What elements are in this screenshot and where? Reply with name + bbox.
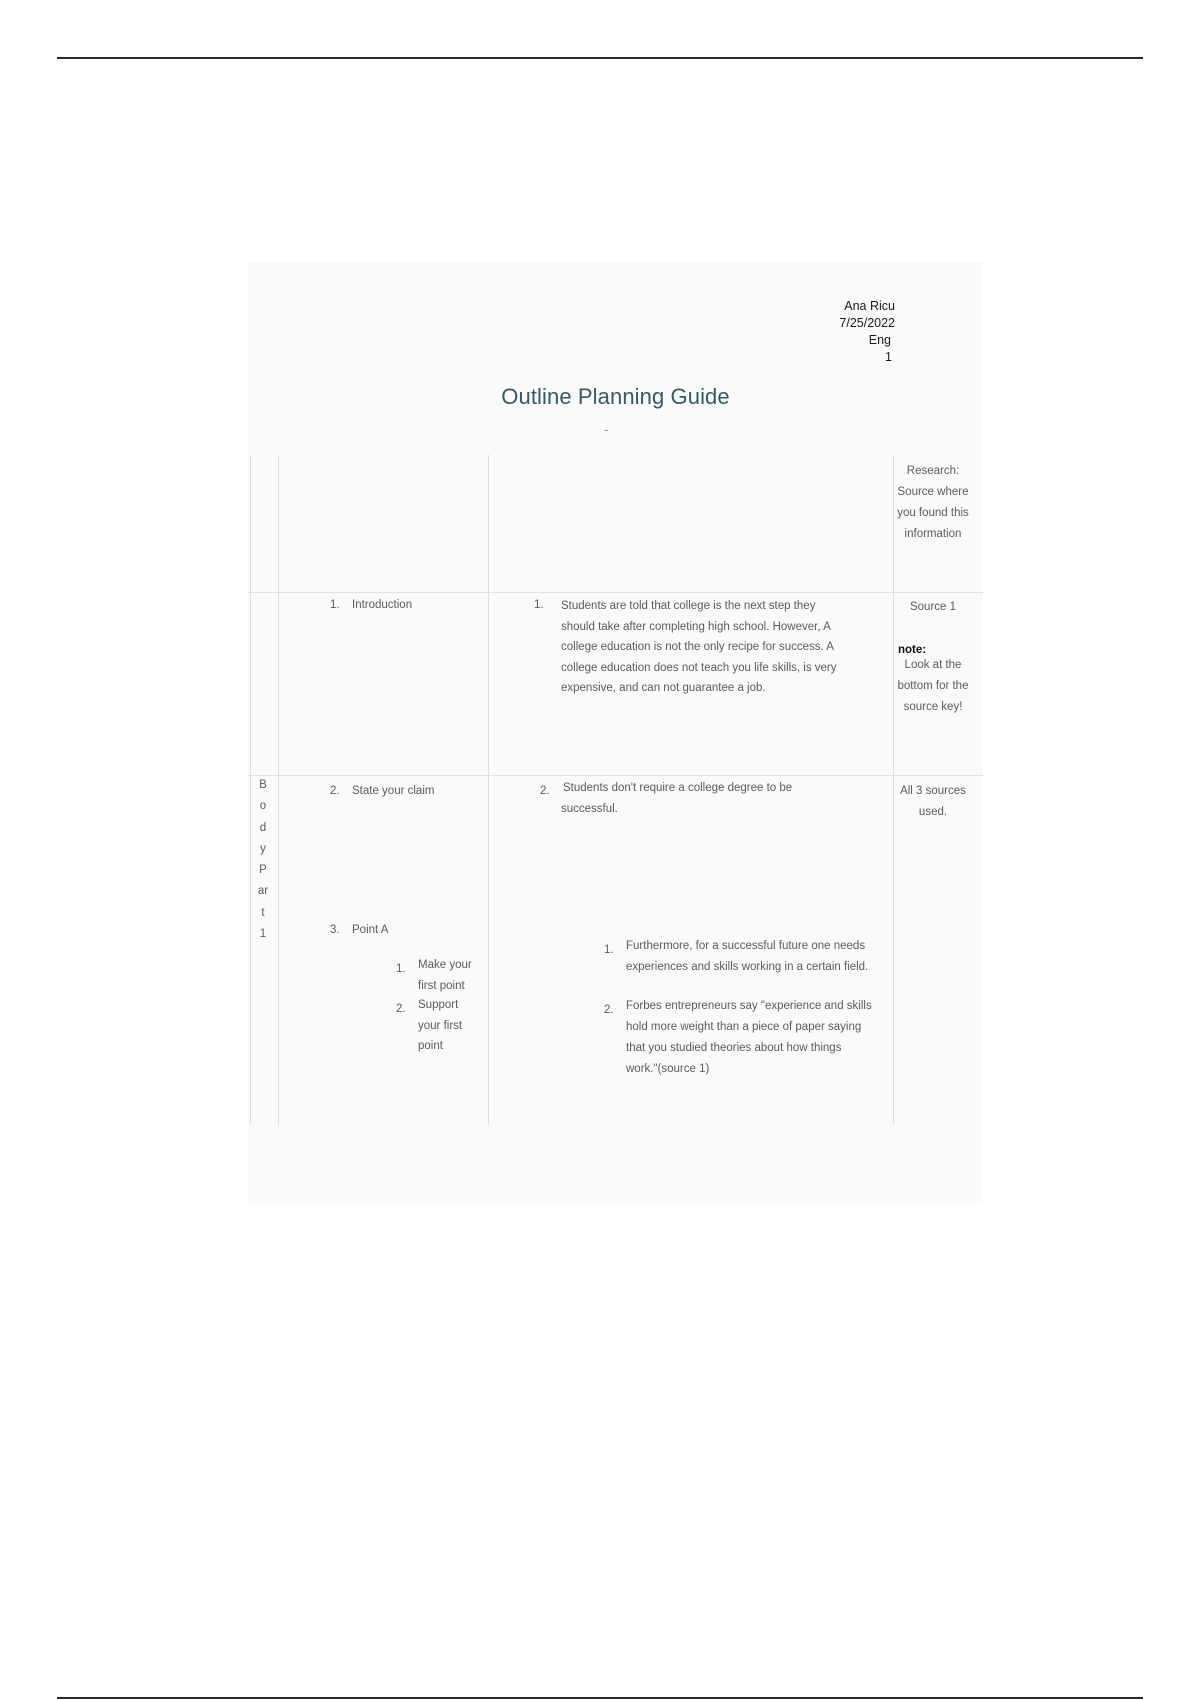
claim-content: Students don't require a college degree to be successful. bbox=[561, 782, 793, 815]
intro-content-number: 1. bbox=[534, 599, 544, 611]
claim-number: 2. bbox=[330, 785, 340, 797]
intro-number: 1. bbox=[330, 599, 340, 611]
sub-item-number: 2. bbox=[396, 1003, 406, 1015]
class-label: Eng bbox=[868, 333, 891, 347]
research-header: Research: Source where you found this information bbox=[897, 465, 969, 540]
header-block bbox=[775, 298, 895, 366]
side-letter: P bbox=[259, 864, 267, 877]
side-letter: ar bbox=[257, 885, 269, 898]
side-letter: 1 bbox=[259, 928, 267, 941]
side-letter: d bbox=[259, 821, 267, 834]
row-divider-1 bbox=[248, 592, 983, 593]
side-letter: t bbox=[261, 906, 265, 919]
class-number: 1 bbox=[885, 350, 892, 364]
point-a-content-number: 2. bbox=[604, 1004, 614, 1016]
intro-content: Students are told that college is the next step they should take after completing high school. However, A college education is not the only recipe for success. A college education does not teach you life skills, is very expensive, and can not guarantee a job. bbox=[561, 600, 837, 694]
point-a-content-number: 1. bbox=[604, 944, 614, 956]
page-title: Outline Planning Guide bbox=[501, 384, 730, 409]
claim-source: All 3 sources used. bbox=[900, 785, 966, 818]
intro-source: Source 1 bbox=[909, 601, 957, 613]
author-name: Ana Ricu bbox=[844, 299, 895, 313]
point-a-content: Furthermore, for a successful future one needs experiences and skills working in a certain field. bbox=[626, 940, 869, 973]
outline-table bbox=[248, 455, 983, 1125]
table-border-left bbox=[250, 455, 251, 1125]
side-label-body-part-1 bbox=[256, 775, 270, 945]
document-date: 7/25/2022 bbox=[839, 316, 895, 330]
intro-label: Introduction bbox=[352, 599, 413, 611]
side-letter: y bbox=[260, 842, 266, 855]
sub-item-label: Support your first point bbox=[418, 999, 463, 1052]
table-divider-1 bbox=[278, 455, 279, 1125]
document-image bbox=[248, 262, 983, 1204]
claim-label: State your claim bbox=[352, 785, 435, 797]
note-label: note: bbox=[898, 644, 927, 656]
sub-item-number: 1. bbox=[396, 963, 406, 975]
claim-content-number: 2. bbox=[540, 785, 550, 797]
bottom-rule bbox=[57, 1697, 1143, 1699]
table-divider-2 bbox=[488, 455, 489, 1125]
point-a-label: Point A bbox=[352, 924, 389, 936]
point-a-content: Forbes entrepreneurs say "experience and skills hold more weight than a piece of paper saying that you studied theories about how things work."(source 1) bbox=[626, 1000, 872, 1075]
side-letter: B bbox=[259, 779, 267, 791]
row-divider-2 bbox=[248, 775, 983, 776]
top-rule bbox=[57, 57, 1143, 59]
title-dash: - bbox=[604, 422, 609, 437]
note-text: Look at the bottom for the source key! bbox=[897, 659, 969, 713]
side-letter: o bbox=[259, 800, 267, 813]
point-a-number: 3. bbox=[330, 924, 340, 936]
sub-item-label: Make your first point bbox=[418, 959, 472, 992]
